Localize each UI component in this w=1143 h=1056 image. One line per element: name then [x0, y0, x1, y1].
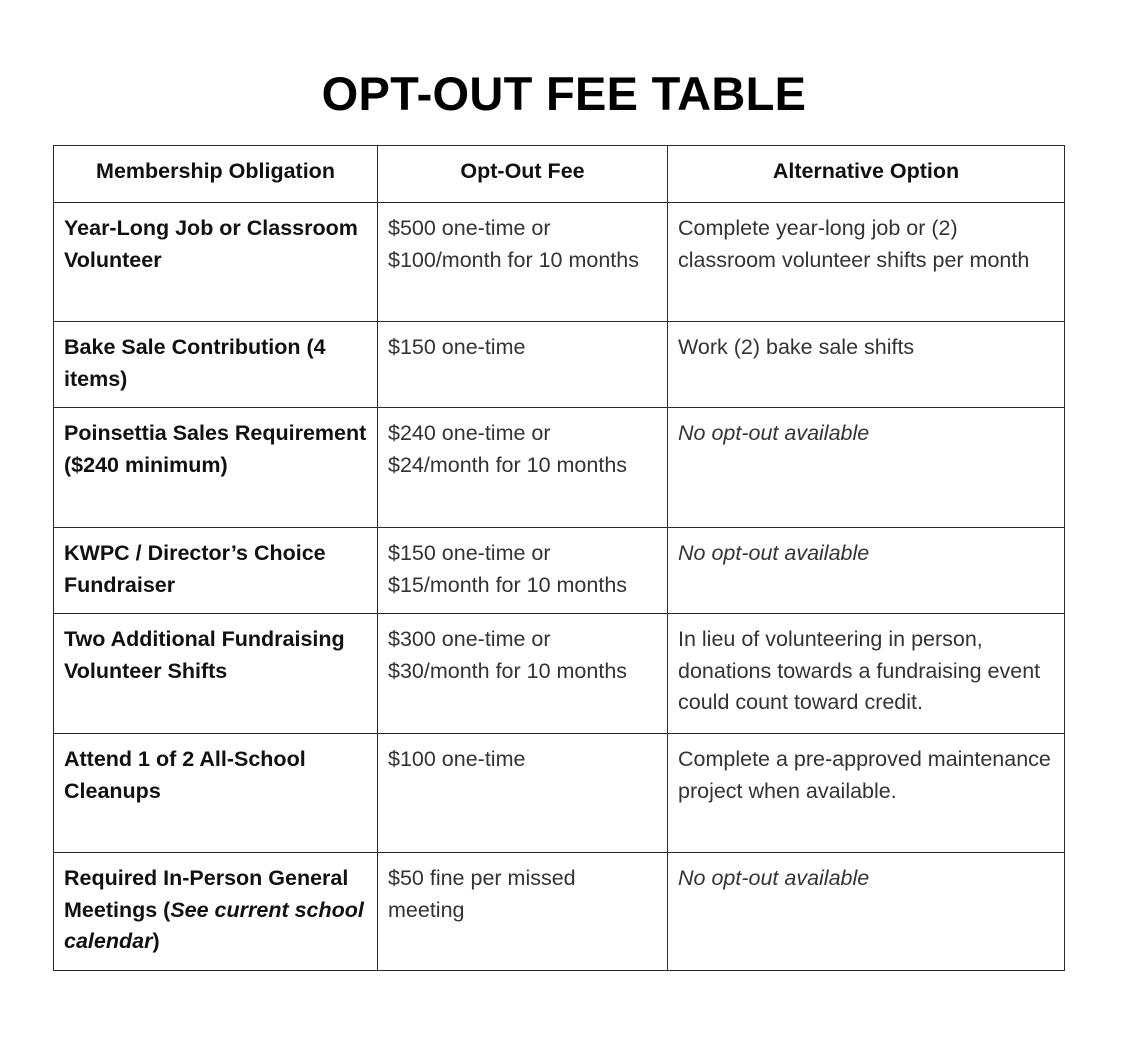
- opt-out-fee-table: [53, 145, 1065, 971]
- fee-cell: $50 fine per missed meeting: [378, 853, 668, 971]
- table-row: [54, 614, 1065, 734]
- header-membership-obligation: Membership Obligation: [54, 146, 378, 203]
- alternative-cell: No opt-out available: [668, 528, 1065, 614]
- table-header-row: [54, 146, 1065, 203]
- fee-cell: $150 one-time: [378, 322, 668, 408]
- fee-cell: $150 one-time or $15/month for 10 months: [378, 528, 668, 614]
- alternative-cell: In lieu of volunteering in person, donations towards a fundraising event could count toward credit.: [668, 614, 1065, 734]
- alternative-cell: Complete year-long job or (2) classroom volunteer shifts per month: [668, 203, 1065, 322]
- alternative-cell: Work (2) bake sale shifts: [668, 322, 1065, 408]
- header-opt-out-fee: Opt-Out Fee: [378, 146, 668, 203]
- fee-cell: $240 one-time or $24/month for 10 months: [378, 408, 668, 528]
- obligation-cell: [54, 853, 378, 971]
- obligation-cell: Poinsettia Sales Requirement ($240 minimum): [54, 408, 378, 528]
- obligation-text-end: ): [152, 929, 160, 953]
- table-row: [54, 203, 1065, 322]
- obligation-cell: Attend 1 of 2 All-School Cleanups: [54, 734, 378, 853]
- obligation-cell: KWPC / Director’s Choice Fundraiser: [54, 528, 378, 614]
- table-row: [54, 322, 1065, 408]
- table-row: [54, 734, 1065, 853]
- obligation-cell: Year-Long Job or Classroom Volunteer: [54, 203, 378, 322]
- fee-cell: $100 one-time: [378, 734, 668, 853]
- obligation-cell: Two Additional Fundraising Volunteer Shifts: [54, 614, 378, 734]
- alternative-cell: No opt-out available: [668, 408, 1065, 528]
- fee-cell: $300 one-time or $30/month for 10 months: [378, 614, 668, 734]
- alternative-cell: No opt-out available: [668, 853, 1065, 971]
- calendar-reference: See current school calendar: [64, 897, 364, 953]
- obligation-cell: Bake Sale Contribution (4 items): [54, 322, 378, 408]
- header-alternative-option: Alternative Option: [668, 146, 1065, 203]
- table-row: [54, 528, 1065, 614]
- table-row: [54, 408, 1065, 528]
- fee-cell: $500 one-time or $100/month for 10 months: [378, 203, 668, 322]
- page-title: OPT-OUT FEE TABLE: [321, 67, 807, 120]
- table-row: [54, 853, 1065, 971]
- obligation-text: Required In-Person General Meetings (: [64, 866, 349, 922]
- alternative-cell: Complete a pre-approved maintenance project when available.: [668, 734, 1065, 853]
